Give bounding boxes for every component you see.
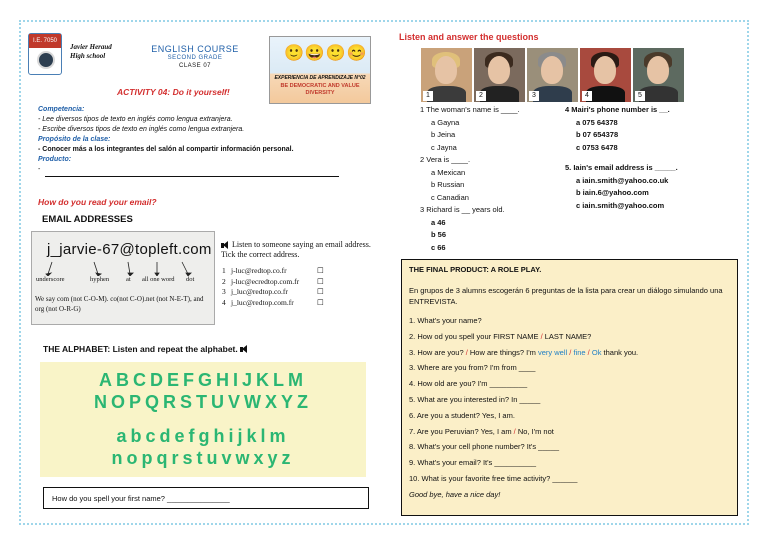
photo-4: [580, 48, 631, 102]
photo-5: [633, 48, 684, 102]
roleplay-question: [409, 424, 730, 440]
roleplay-question: 5. What are you interested in? In _____: [409, 394, 541, 404]
roleplay-question: 6. Are you a student? Yes, I am.: [409, 410, 515, 420]
closing-line: Good bye, have a nice day!: [409, 489, 501, 499]
questions-right: [565, 104, 678, 212]
final-product-intro: En grupos de 3 alumns escogerán 6 preguntas de la lista para crear un diálogo simulando una ENTREVISTA.: [409, 286, 723, 306]
email-example-address: j_jarvie-67@topleft.com: [47, 241, 212, 258]
speaker-icon[interactable]: [240, 345, 249, 354]
option-text: j_luc@redtop.co.fr: [231, 287, 288, 296]
alphabet-upper-row-2: NOPQRSTUVWXYZ: [93, 392, 312, 412]
logo-emblem-icon: [37, 51, 55, 69]
course-grade: SECOND GRADE: [167, 55, 223, 61]
q-separator: /: [540, 331, 543, 341]
q-text: No, I'm not: [515, 426, 554, 436]
photo-2: [474, 48, 525, 102]
answer-option[interactable]: c 66: [431, 242, 446, 252]
q-separator: /: [513, 426, 516, 436]
photo-3: [527, 48, 578, 102]
option-number: 3: [222, 287, 226, 296]
spell-name-field[interactable]: How do you spell your first name? _______________: [43, 487, 369, 509]
roleplay-question: 10. What is your favorite free time activity? ______: [409, 473, 578, 483]
roleplay-question: 8. What's your cell phone number? It's _____: [409, 442, 560, 452]
alphabet-lower-row-2: nopqrstuvwxyz: [111, 448, 295, 468]
answer-option[interactable]: b iain.6@yahoo.com: [576, 188, 649, 197]
producto-line[interactable]: [45, 176, 339, 177]
alphabet-lower-row-1: abcdefghijklm: [116, 426, 290, 446]
checkbox[interactable]: ☐: [317, 276, 324, 286]
option-number: 2: [222, 276, 226, 286]
question-2: 2 Vera is ____.: [420, 155, 471, 164]
answer-option[interactable]: a iain.smith@yahoo.co.uk: [576, 175, 669, 185]
answer-option[interactable]: a 46: [431, 217, 446, 227]
email-explanation: We say com (not C-O-M). co(not C-O).net (not N-E-T), and org (not O-R-G): [35, 295, 204, 313]
competencia-item: - Lee diversos tipos de texto en inglés como lengua extranjera.: [38, 116, 233, 123]
answer-option[interactable]: c 0753 6478: [576, 142, 618, 152]
q-option: very well: [538, 347, 568, 357]
roleplay-question: 9. What's your email? It's __________: [409, 458, 537, 468]
final-product-box: [401, 259, 738, 516]
proposito-label: Propósito de la clase:: [38, 136, 111, 143]
answer-option[interactable]: a 075 64378: [576, 117, 618, 127]
answer-option[interactable]: c Canadian: [431, 192, 469, 202]
photo-number: 3: [529, 91, 539, 101]
q-separator: /: [569, 347, 572, 357]
checkbox[interactable]: ☐: [317, 266, 324, 275]
option-number: 1: [222, 266, 226, 275]
school-name: [70, 43, 112, 61]
email-listen-instruction: [221, 240, 381, 260]
email-listen-text: Listen to someone saying an email address. Tick the correct address.: [221, 240, 371, 259]
label-underscore: underscore: [36, 276, 65, 283]
question-5: 5. Iain's email address is _____.: [565, 163, 678, 172]
answer-option[interactable]: a Gayna: [431, 117, 460, 127]
label-dot: dot: [186, 276, 195, 283]
label-at: at: [126, 276, 131, 283]
photo-number: 1: [423, 91, 433, 101]
label-all-one-word: all one word: [142, 276, 175, 283]
q-option: Ok: [591, 347, 602, 357]
producto-label: Producto:: [38, 156, 72, 163]
checkbox[interactable]: ☐: [317, 297, 324, 307]
question-4: 4 Mairi's phone number is __.: [565, 105, 670, 114]
answer-option[interactable]: a Mexican: [431, 167, 466, 177]
roleplay-question: [409, 345, 730, 361]
q-text: 3. How are you?: [409, 347, 466, 357]
q-separator: /: [587, 347, 590, 357]
photo-number: 5: [635, 91, 645, 101]
alphabet-title-text: THE ALPHABET: Listen and repeat the alphabet.: [43, 344, 238, 354]
email-option[interactable]: [222, 266, 332, 277]
checkbox[interactable]: ☐: [317, 287, 324, 296]
email-option[interactable]: [222, 298, 332, 309]
photo-1: [421, 48, 472, 102]
email-addresses-title: EMAIL ADDRESSES: [42, 214, 133, 225]
alphabet-upper-row-1: ABCDEFGHIJKLM: [99, 370, 307, 390]
answer-option[interactable]: b Jeina: [431, 130, 456, 139]
course-header: [150, 44, 240, 70]
school-name-line1: Javier Heraud: [70, 43, 112, 51]
course-title: ENGLISH COURSE: [151, 44, 239, 54]
q-text: How are things? I'm: [467, 347, 539, 357]
photo-number: 4: [582, 91, 592, 101]
email-question: How do you read your email?: [38, 197, 157, 207]
answer-option[interactable]: b 07 654378: [576, 130, 619, 139]
answer-option[interactable]: c iain.smith@yahoo.com: [576, 200, 665, 210]
badge-subtitle: BE DEMOCRATIC AND VALUE DIVERSITY: [280, 83, 360, 96]
q-separator: /: [465, 347, 468, 357]
speaker-photos: [421, 48, 686, 102]
photo-number: 2: [476, 91, 486, 101]
badge-title: EXPERIENCIA DE APRENDIZAJE N°02: [274, 75, 366, 81]
speaker-icon[interactable]: [221, 241, 230, 250]
competencias-block: [38, 105, 368, 175]
final-product-title: THE FINAL PRODUCT: A ROLE PLAY.: [409, 265, 542, 274]
roleplay-question: 4. How old are you? I'm _________: [409, 379, 528, 389]
competencia-label: Competencia:: [38, 106, 85, 113]
email-example-image: [31, 231, 215, 325]
course-clase: CLASE 07: [178, 63, 212, 69]
email-options-list: [222, 266, 332, 308]
q-text: 2. How od you spell your FIRST NAME: [409, 331, 541, 341]
option-text: j_luc@redtop.com.fr: [231, 297, 294, 307]
producto-line-dash: -: [38, 166, 41, 173]
proposito-text: - Conocer más a los integrantes del salón al compartir información personal.: [38, 146, 294, 153]
answer-option[interactable]: c Jayna: [431, 142, 457, 152]
email-option[interactable]: [222, 287, 332, 298]
option-text: j-luc@redtop.co.fr: [231, 266, 287, 275]
experience-badge: [269, 36, 371, 104]
q-text: 7. Are you Peruvian? Yes, I am: [409, 426, 514, 436]
roleplay-question: 1. What's your name?: [409, 316, 482, 325]
q-text: LAST NAME?: [542, 331, 592, 341]
email-option[interactable]: [222, 277, 332, 288]
cartoon-faces-icon: 🙂😀🙂😊: [284, 45, 368, 62]
answer-option[interactable]: b Russian: [431, 180, 465, 189]
competencia-item: - Escribe diversos tipos de texto en inglés como lengua extranjera.: [38, 126, 245, 133]
option-number: 4: [222, 297, 226, 307]
listen-title: Listen and answer the questions: [399, 32, 539, 42]
roleplay-question: [409, 329, 730, 345]
school-name-line2: High school: [70, 52, 106, 60]
label-hyphen: hyphen: [90, 276, 110, 283]
alphabet-box: [40, 362, 366, 477]
q-text: thank you.: [601, 347, 639, 357]
activity-title: ACTIVITY 04: Do it yourself!: [117, 87, 230, 97]
q-option: fine: [573, 347, 586, 357]
alphabet-title: [43, 344, 249, 354]
question-1: 1 The woman's name is ____.: [420, 105, 520, 114]
questions-left: [420, 104, 520, 254]
answer-option[interactable]: b 56: [431, 230, 447, 239]
roleplay-question: 3. Where are you from? I'm from ____: [409, 363, 536, 373]
school-logo: [28, 33, 62, 75]
logo-text: I.E. 7050: [29, 34, 61, 48]
option-text: j-luc@ecredtop.com.fr: [231, 276, 300, 286]
question-3: 3 Richard is __ years old.: [420, 205, 505, 214]
email-arrows: [32, 260, 216, 276]
